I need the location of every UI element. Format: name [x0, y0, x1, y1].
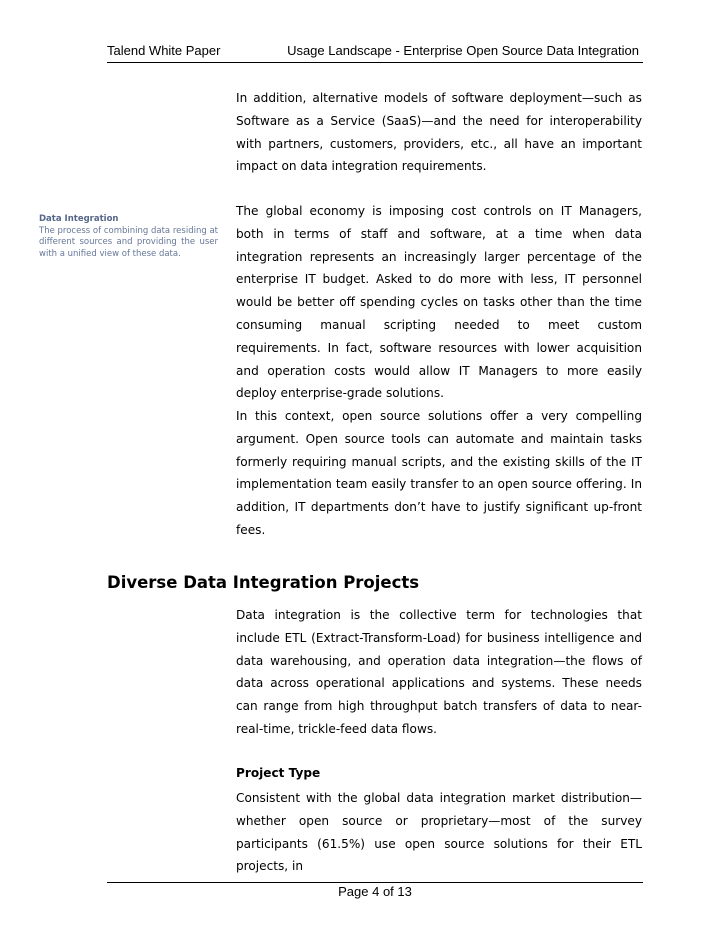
- paragraph-global-economy: The global economy is imposing cost controls on IT Managers, both in terms of staff and software, at a time when data integration represents an increasingly larger percentage of the enterprise IT budget. Asked to do more with less, IT personnel would be better off spending cycles on tasks other than the time consuming manual scripting needed to meet custom requirements. In fact, software resources with lower acquisition and operation costs would allow IT Managers to more easily deploy enterprise-grade solutions.: [236, 204, 642, 401]
- subheading-project-type: Project Type: [236, 766, 321, 780]
- section-heading: Diverse Data Integration Projects: [107, 573, 420, 592]
- page-header: [107, 40, 643, 63]
- sidebar-definition-text: The process of combining data residing at different sources and providing the user with a unified view of these data.: [39, 225, 218, 259]
- paragraph-deployment-models: In addition, alternative models of software deployment—such as Software as a Service (SaaS)—and the need for interoperability with partners, customers, providers, etc., all have an important impact on data integration requirements.: [236, 91, 642, 174]
- sidebar-definition-title: Data Integration: [39, 214, 119, 224]
- paragraph-data-integration: Data integration is the collective term for technologies that include ETL (Extract-Transform-Load) for business intelligence and data warehousing, and operation data integration—the flows of data across operational applications and systems. These needs can range from high throughput batch transfers of data to near-real-time, trickle-feed data flows.: [236, 608, 642, 736]
- header-right-title: Usage Landscape - Enterprise Open Source Data Integration: [287, 43, 639, 58]
- footer-divider: [107, 882, 643, 883]
- paragraph-project-type: Consistent with the global data integration market distribution—whether open source or proprietary—most of the survey participants (61.5%) use open source solutions for their ETL projects, in: [236, 791, 642, 874]
- header-left-title: Talend White Paper: [107, 43, 221, 58]
- sidebar-definition: [39, 214, 218, 260]
- paragraph-open-source-context: In this context, open source solutions offer a very compelling argument. Open source tools can automate and maintain tasks formerly requiring manual scripts, and the existing skills of the IT implementation team easily transfer to an open source offering. In addition, IT departments don’t have to justify significant up-front fees.: [236, 409, 642, 537]
- page-number: Page 4 of 13: [338, 884, 412, 899]
